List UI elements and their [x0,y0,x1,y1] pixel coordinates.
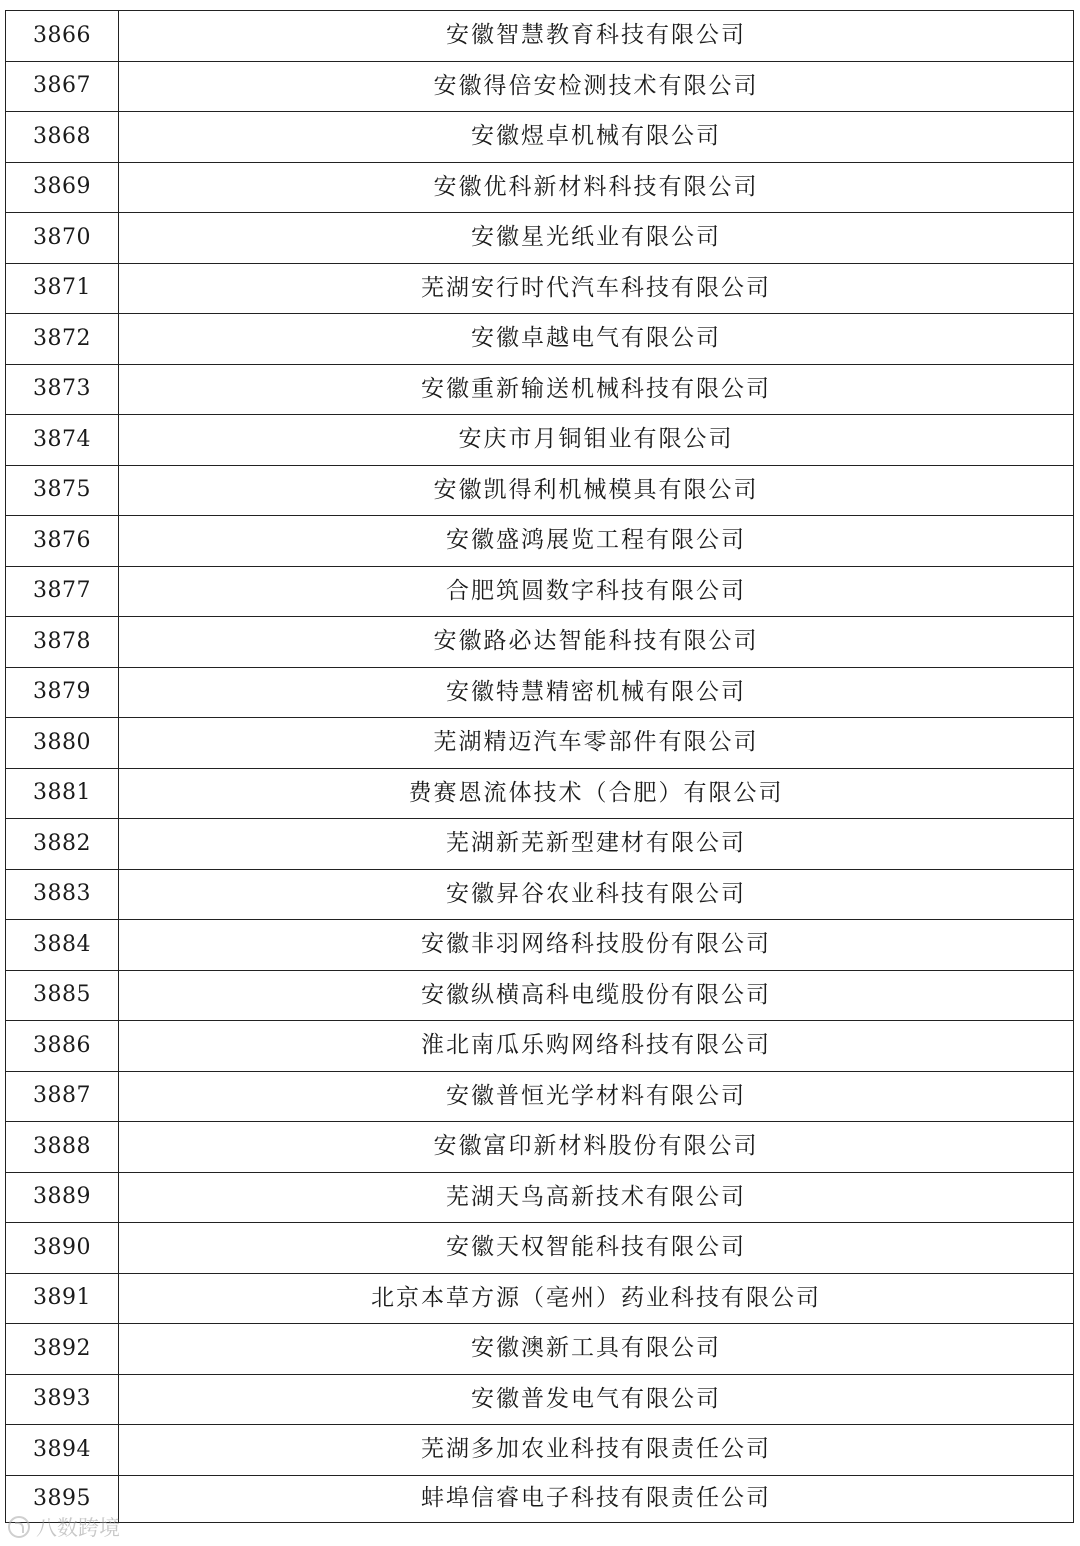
company-name-cell: 安徽盛鸿展览工程有限公司 [119,516,1074,567]
company-name-cell: 安徽非羽网络科技股份有限公司 [119,920,1074,971]
company-name-cell: 北京本草方源（亳州）药业科技有限公司 [119,1273,1074,1324]
company-name-cell: 蚌埠信睿电子科技有限责任公司 [119,1475,1074,1522]
table-row [6,1273,1074,1324]
row-number-cell: 3873 [6,364,119,415]
table-row [6,11,1074,62]
table-row [6,213,1074,264]
table-row [6,61,1074,112]
row-number-cell: 3887 [6,1071,119,1122]
table-row [6,566,1074,617]
row-number-cell: 3870 [6,213,119,264]
company-name-cell: 安徽路必达智能科技有限公司 [119,617,1074,668]
company-name-cell: 芜湖精迈汽车零部件有限公司 [119,718,1074,769]
watermark-text: 八数跨境 [36,1516,120,1540]
table-row [6,1475,1074,1522]
table-row [6,819,1074,870]
row-number-cell: 3883 [6,869,119,920]
row-number-cell: 3877 [6,566,119,617]
table-row [6,162,1074,213]
company-name-cell: 芜湖多加农业科技有限责任公司 [119,1425,1074,1476]
company-name-cell: 芜湖新芜新型建材有限公司 [119,819,1074,870]
table-row [6,465,1074,516]
row-number-cell: 3888 [6,1122,119,1173]
table-row [6,768,1074,819]
table-row [6,970,1074,1021]
table-row [6,1374,1074,1425]
company-name-cell: 安庆市月铜钼业有限公司 [119,415,1074,466]
row-number-cell: 3866 [6,11,119,62]
company-name-cell: 安徽星光纸业有限公司 [119,213,1074,264]
table-body [6,11,1074,1523]
table-row [6,718,1074,769]
table-row [6,920,1074,971]
row-number-cell: 3871 [6,263,119,314]
table-row [6,1324,1074,1375]
company-name-cell: 安徽纵横高科电缆股份有限公司 [119,970,1074,1021]
table-row [6,112,1074,163]
company-name-cell: 安徽优科新材料科技有限公司 [119,162,1074,213]
company-name-cell: 安徽重新输送机械科技有限公司 [119,364,1074,415]
company-name-cell: 安徽昇谷农业科技有限公司 [119,869,1074,920]
row-number-cell: 3880 [6,718,119,769]
table-row [6,1425,1074,1476]
company-name-cell: 安徽卓越电气有限公司 [119,314,1074,365]
row-number-cell: 3878 [6,617,119,668]
row-number-cell: 3884 [6,920,119,971]
company-name-cell: 安徽得倍安检测技术有限公司 [119,61,1074,112]
company-name-cell: 安徽天权智能科技有限公司 [119,1223,1074,1274]
company-list-table [5,10,1074,1523]
row-number-cell: 3886 [6,1021,119,1072]
row-number-cell: 3894 [6,1425,119,1476]
row-number-cell: 3869 [6,162,119,213]
table-row [6,617,1074,668]
row-number-cell: 3885 [6,970,119,1021]
table-row [6,1223,1074,1274]
table-row [6,516,1074,567]
company-name-cell: 费赛恩流体技术（合肥）有限公司 [119,768,1074,819]
row-number-cell: 3892 [6,1324,119,1375]
company-name-cell: 芜湖安行时代汽车科技有限公司 [119,263,1074,314]
table-row [6,314,1074,365]
row-number-cell: 3874 [6,415,119,466]
row-number-cell: 3889 [6,1172,119,1223]
row-number-cell: 3881 [6,768,119,819]
table-row [6,1122,1074,1173]
row-number-cell: 3867 [6,61,119,112]
company-name-cell: 合肥筑圆数字科技有限公司 [119,566,1074,617]
table-row [6,364,1074,415]
table-row [6,869,1074,920]
company-name-cell: 安徽凯得利机械模具有限公司 [119,465,1074,516]
company-name-cell: 安徽煜卓机械有限公司 [119,112,1074,163]
table-row [6,415,1074,466]
table-row [6,1172,1074,1223]
table-row [6,1071,1074,1122]
row-number-cell: 3893 [6,1374,119,1425]
company-name-cell: 安徽普恒光学材料有限公司 [119,1071,1074,1122]
row-number-cell: 3876 [6,516,119,567]
table-row [6,667,1074,718]
row-number-cell: 3875 [6,465,119,516]
company-name-cell: 安徽普发电气有限公司 [119,1374,1074,1425]
company-name-cell: 芜湖天鸟高新技术有限公司 [119,1172,1074,1223]
row-number-cell: 3879 [6,667,119,718]
company-name-cell: 淮北南瓜乐购网络科技有限公司 [119,1021,1074,1072]
company-name-cell: 安徽富印新材料股份有限公司 [119,1122,1074,1173]
table-row [6,1021,1074,1072]
table-row [6,263,1074,314]
row-number-cell: 3872 [6,314,119,365]
row-number-cell: 3890 [6,1223,119,1274]
row-number-cell: 3882 [6,819,119,870]
row-number-cell: 3868 [6,112,119,163]
company-name-cell: 安徽澳新工具有限公司 [119,1324,1074,1375]
company-name-cell: 安徽特慧精密机械有限公司 [119,667,1074,718]
row-number-cell: 3895 [6,1475,119,1522]
company-name-cell: 安徽智慧教育科技有限公司 [119,11,1074,62]
row-number-cell: 3891 [6,1273,119,1324]
